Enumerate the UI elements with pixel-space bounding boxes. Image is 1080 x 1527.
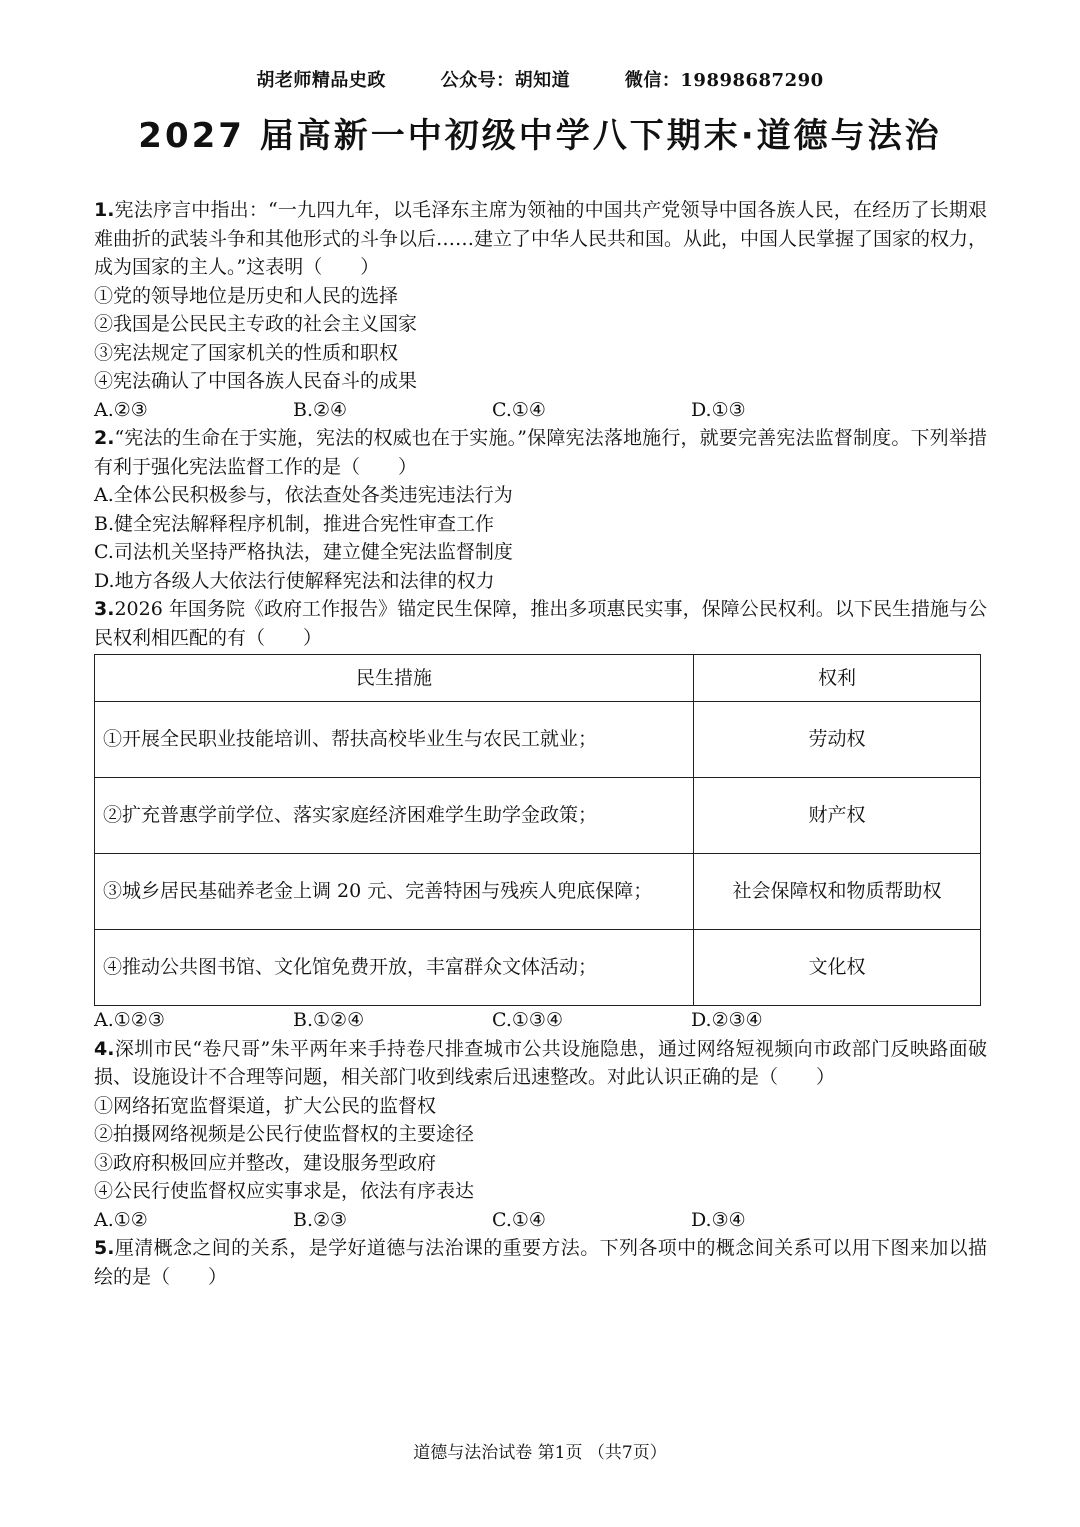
question-stem [94, 1234, 987, 1291]
question-number: 1. [94, 199, 115, 221]
question-text: 厘清概念之间的关系，是学好道德与法治课的重要方法。下列各项中的概念间关系可以用下图来加以描绘的是（ ） [94, 1237, 987, 1288]
choice-c: C.司法机关坚持严格执法，建立健全宪法监督制度 [94, 541, 513, 563]
question-number: 4. [94, 1037, 115, 1060]
table-header-measure: 民生措施 [95, 655, 694, 702]
measure-cell: ④推动公共图书馆、文化馆免费开放，丰富群众文体活动； [95, 930, 694, 1006]
choice-d: D.②③④ [691, 1009, 763, 1031]
choice-a: A.全体公民积极参与，依法查处各类违宪违法行为 [94, 484, 513, 506]
page-header [0, 66, 1080, 92]
answer-choices [94, 1206, 987, 1235]
statement-item: ③政府积极回应并整改，建设服务型政府 [94, 1151, 437, 1174]
table-header-right: 权利 [694, 655, 981, 702]
table-header-row [95, 655, 981, 702]
measure-cell: ③城乡居民基础养老金上调 20 元、完善特困与残疾人兜底保障； [95, 854, 694, 930]
answer-choices [94, 1006, 987, 1035]
statement-item: ①党的领导地位是历史和人民的选择 [94, 284, 399, 307]
page-footer: 道德与法治试卷 第1页 （共7页） [413, 1443, 667, 1463]
question-stem [94, 424, 987, 481]
question-5 [94, 1234, 987, 1291]
choice-a: A.①② [94, 1208, 148, 1231]
right-cell: 文化权 [694, 930, 981, 1006]
question-4 [94, 1035, 987, 1235]
choice-a: A.①②③ [94, 1009, 165, 1031]
answer-choices [94, 396, 987, 425]
question-stem [94, 1035, 987, 1092]
choice-d: D.地方各级人大依法行使解释宪法和法律的权力 [94, 569, 495, 592]
choice-d: D.③④ [691, 1208, 746, 1231]
choice-c: C.①③④ [492, 1009, 563, 1031]
statement-item: ①网络拓宽监督渠道，扩大公民的监督权 [94, 1094, 437, 1117]
choice-a: A.②③ [94, 398, 148, 421]
question-text: 深圳市民“卷尺哥”朱平两年来手持卷尺排查城市公共设施隐患，通过网络短视频向市政部门反映路面破损、设施设计不合理等问题，相关部门收到线索后迅速整改。对此认识正确的是（ ） [94, 1037, 987, 1088]
question-stem [94, 196, 987, 282]
right-cell: 社会保障权和物质帮助权 [694, 854, 981, 930]
table-row [95, 930, 981, 1006]
statement-item: ④宪法确认了中国各族人民奋斗的成果 [94, 370, 418, 392]
question-2 [94, 424, 987, 595]
question-number: 3. [94, 598, 115, 620]
choice-c: C.①④ [492, 398, 546, 421]
question-text: “宪法的生命在于实施，宪法的权威也在于实施。”保障宪法落地施行，就要完善宪法监督制度。下列举措有利于强化宪法监督工作的是（ ） [94, 427, 987, 478]
exam-content [94, 196, 987, 1291]
header-teacher: 胡老师精品史政 [256, 70, 386, 91]
choice-b: B.①②④ [293, 1009, 365, 1031]
right-cell: 劳动权 [694, 702, 981, 778]
measures-rights-table [94, 654, 981, 1006]
choice-d: D.①③ [691, 398, 746, 421]
table-row [95, 778, 981, 854]
table-row [95, 854, 981, 930]
question-number: 2. [94, 427, 115, 449]
question-number: 5. [94, 1237, 115, 1259]
table-row [95, 702, 981, 778]
right-cell: 财产权 [694, 778, 981, 854]
question-text: 宪法序言中指出：“一九四九年，以毛泽东主席为领袖的中国共产党领导中国各族人民，在经历了长期艰难曲折的武装斗争和其他形式的斗争以后……建立了中华人民共和国。从此，中国人民掌握了国家的权力，成为国家的主人。”这表明（ ） [94, 199, 988, 278]
choice-b: B.②④ [293, 398, 348, 421]
question-text: 2026 年国务院《政府工作报告》锚定民生保障，推出多项惠民实事，保障公民权利。以下民生措施与公民权利相匹配的有（ ） [94, 598, 987, 649]
page-title: 2027 届高新一中初级中学八下期末·道德与法治 [138, 116, 942, 156]
statement-item: ③宪法规定了国家机关的性质和职权 [94, 341, 399, 364]
measure-cell: ②扩充普惠学前学位、落实家庭经济困难学生助学金政策； [95, 778, 694, 854]
header-wechat-account: 公众号：胡知道 [440, 70, 571, 91]
statement-item: ②拍摄网络视频是公民行使监督权的主要途径 [94, 1123, 475, 1145]
statement-item: ②我国是公民民主专政的社会主义国家 [94, 313, 418, 335]
statement-item: ④公民行使监督权应实事求是，依法有序表达 [94, 1180, 475, 1202]
choice-b: B.健全宪法解释程序机制，推进合宪性审查工作 [94, 512, 495, 535]
header-wechat-id: 微信：19898687290 [624, 70, 824, 91]
question-3 [94, 595, 987, 1035]
choice-c: C.①④ [492, 1208, 546, 1231]
measure-cell: ①开展全民职业技能培训、帮扶高校毕业生与农民工就业； [95, 702, 694, 778]
question-1 [94, 196, 987, 424]
question-stem [94, 595, 987, 652]
choice-b: B.②③ [293, 1208, 348, 1231]
